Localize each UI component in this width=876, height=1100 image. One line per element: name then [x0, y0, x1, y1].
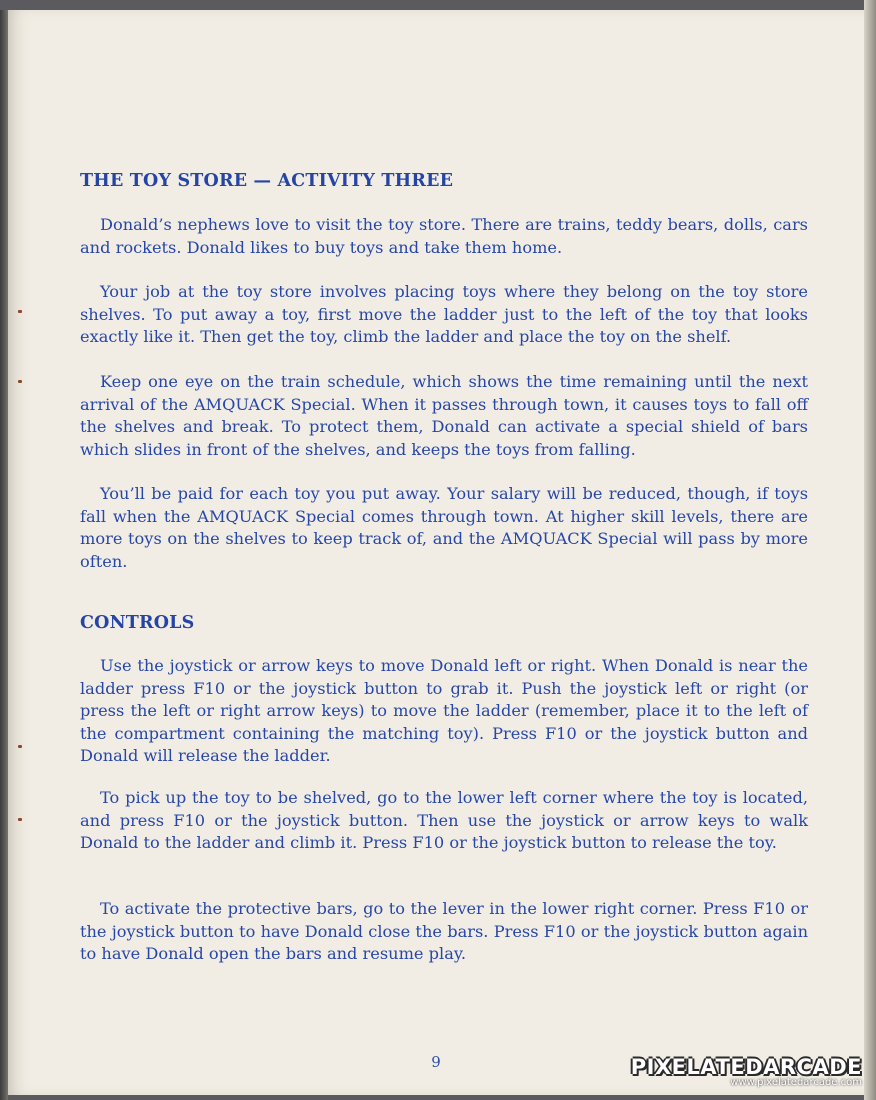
- paragraph: Use the joystick or arrow keys to move Donald left or right. When Donald is near the ladder press F10 or the joystick button to grab it. Push the joystick left or right (or press the left or right arrow keys) to move the ladder (remember, place it to the left of the compartment containing the matching toy). Press F10 or the joystick button and Donald will release the ladder.: [80, 656, 808, 766]
- paragraph: You’ll be paid for each toy you put away. Your salary will be reduced, though, if toys fall when the AMQUACK Special comes through town. At higher skill levels, there are more toys on the shelves to keep track of, and the AMQUACK Special will pass by more often.: [80, 484, 808, 571]
- binding-mark: [18, 380, 22, 383]
- watermark-url: www.pixelatedarcade.com: [730, 1077, 862, 1088]
- manual-page: [8, 10, 864, 1095]
- paragraph: To activate the protective bars, go to the lever in the lower right corner. Press F10 or the joystick button to have Donald close the bars. Press F10 or the joystick button again to have Donald open the bars and resume play.: [80, 899, 808, 964]
- binding-mark: [18, 745, 22, 748]
- paragraph: Keep one eye on the train schedule, which shows the time remaining until the next arrival of the AMQUACK Special. When it passes through town, it causes toys to fall off the shelves and break. To protect them, Donald can activate a special shield of bars which slides in front of the shelves, and keeps the toys from falling.: [80, 372, 808, 459]
- section-heading-controls: CONTROLS: [80, 613, 195, 633]
- paragraph: Your job at the toy store involves placing toys where they belong on the toy store shelves. To put away a toy, first move the ladder just to the left of the toy that looks exactly like it. Then get the toy, climb the ladder and place the toy on the shelf.: [80, 282, 808, 347]
- section-heading-toy-store: THE TOY STORE — ACTIVITY THREE: [80, 171, 454, 191]
- page-number: 9: [431, 1053, 441, 1071]
- watermark: [631, 1055, 862, 1088]
- paragraph: To pick up the toy to be shelved, go to the lower left corner where the toy is located, and press F10 or the joystick button. Then use the joystick or arrow keys to walk Donald to the ladder and climb it. Press F10 or the joystick button to release the toy.: [80, 788, 808, 853]
- page-stack-edge: [864, 0, 876, 1100]
- paragraph: Donald’s nephews love to visit the toy store. There are trains, teddy bears, dolls, cars and rockets. Donald likes to buy toys and take them home.: [80, 215, 808, 257]
- binding-mark: [18, 818, 22, 821]
- spine-edge: [0, 10, 8, 1100]
- binding-mark: [18, 310, 22, 313]
- watermark-title: PIXELATEDARCADE: [630, 1055, 862, 1079]
